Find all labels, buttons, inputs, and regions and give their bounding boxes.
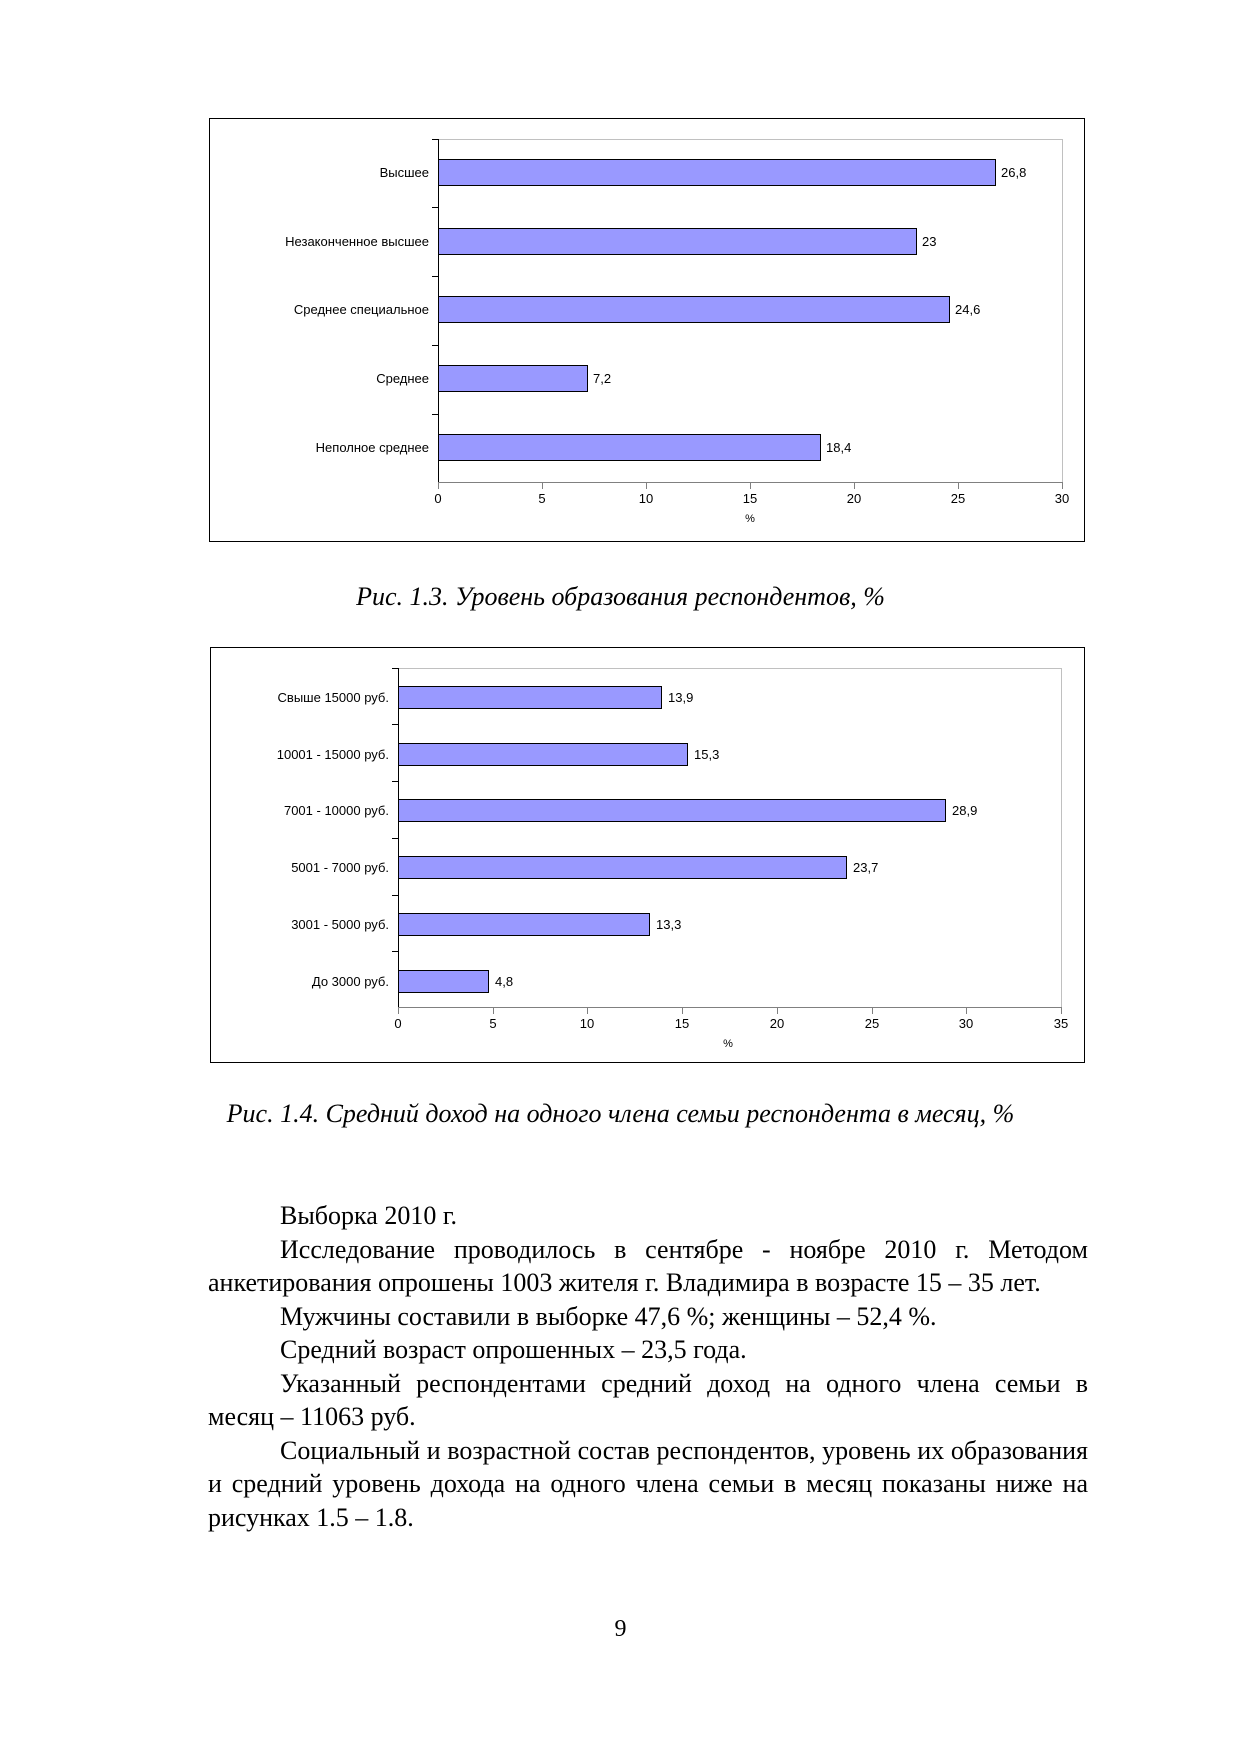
figure-caption: Рис. 1.4. Средний доход на одного члена семьи респондента в месяц, % [226,1099,1015,1128]
bar-incomplete-higher [438,228,917,255]
x-tick-label: 5 [489,1016,497,1031]
x-tick [750,483,751,489]
x-tick-label: 10 [579,1016,595,1031]
x-axis-title: % [723,1038,733,1050]
page-number: 9 [614,1616,627,1642]
bar-3001-5000 [398,913,650,936]
x-tick-label: 30 [1054,491,1070,506]
category-label: Незаконченное высшее [285,234,429,249]
bar-value: 7,2 [593,371,612,386]
x-tick-label: 15 [742,491,758,506]
bar-higher [438,159,996,186]
x-tick-label: 30 [958,1016,974,1031]
y-tick [392,781,398,782]
y-tick [432,139,438,140]
x-tick [542,483,543,489]
bar-value: 15,3 [694,747,720,762]
paragraph: Выборка 2010 г. [280,1201,458,1230]
bar-incomplete-secondary [438,434,821,461]
bar-secondary-special [438,296,950,323]
category-label: Неполное среднее [315,440,429,455]
paragraph: Указанный респондентами средний доход на одного члена семьи в месяц – 11063 руб. [208,1368,1088,1431]
education-chart [209,118,1085,542]
x-tick [493,1008,494,1014]
x-tick-label: 20 [769,1016,785,1031]
education-plot-area [438,139,1063,483]
bar-value: 23,7 [853,860,879,875]
bar-value: 28,9 [952,803,978,818]
x-tick [872,1008,873,1014]
x-tick-label: 10 [638,491,654,506]
x-tick-label: 5 [538,491,546,506]
plot-right-border [1061,668,1062,1008]
bar-value: 13,3 [656,917,682,932]
bar-7001-10000 [398,799,946,822]
y-tick [392,951,398,952]
category-label: До 3000 руб. [311,974,389,989]
bar-value: 26,8 [1001,165,1027,180]
x-axis [398,1007,1062,1008]
x-tick [438,483,439,489]
x-axis-title: % [745,513,755,525]
x-tick-label: 0 [434,491,442,506]
y-tick [432,276,438,277]
bar-value: 4,8 [495,974,514,989]
category-label: Среднее [376,371,429,386]
bar-value: 24,6 [955,302,981,317]
x-tick [854,483,855,489]
category-label: Свыше 15000 руб. [277,690,389,705]
y-tick [392,724,398,725]
category-label: 3001 - 5000 руб. [291,917,389,932]
bar-value: 23 [922,234,937,249]
category-label: 10001 - 15000 руб. [276,747,389,762]
paragraph: Исследование проводилось в сентябре - ноябре 2010 г. Методом анкетирования опрошены 1003 жителя г. Владимира в возрасте 15 – 35 лет. [208,1234,1088,1297]
y-axis [398,668,399,1008]
x-tick [958,483,959,489]
category-label: 7001 - 10000 руб. [283,803,389,818]
plot-right-border [1062,139,1063,483]
paragraph: Средний возраст опрошенных – 23,5 года. [280,1335,747,1364]
x-tick [398,1008,399,1014]
body-text [208,1199,1088,1534]
y-tick [432,207,438,208]
y-tick [392,668,398,669]
x-tick [646,483,647,489]
plot-top-border [438,139,1063,140]
plot-top-border [398,668,1062,669]
x-tick [777,1008,778,1014]
income-plot-area [398,668,1062,1008]
bar-10001-15000 [398,743,688,766]
x-tick [1062,483,1063,489]
x-tick-label: 15 [674,1016,690,1031]
x-tick-label: 25 [950,491,966,506]
bar-secondary [438,365,588,392]
bar-value: 13,9 [668,690,694,705]
bar-under-3000 [398,970,489,993]
y-tick [392,838,398,839]
paragraph: Мужчины составили в выборке 47,6 %; женщины – 52,4 %. [280,1301,937,1331]
x-tick-label: 35 [1053,1016,1069,1031]
y-tick [392,895,398,896]
y-tick [432,345,438,346]
x-tick [587,1008,588,1014]
x-tick-label: 0 [394,1016,402,1031]
x-tick [966,1008,967,1014]
category-label: 5001 - 7000 руб. [291,860,389,875]
income-chart [210,647,1085,1063]
figure-caption: Рис. 1.3. Уровень образования респондентов, % [356,582,885,611]
bar-5001-7000 [398,856,847,879]
x-tick-label: 25 [864,1016,880,1031]
category-label: Среднее специальное [293,302,429,317]
category-label: Высшее [379,165,429,180]
paragraph: Социальный и возрастной состав респондентов, уровень их образования и средний уровень дохода на одного члена семьи в месяц показаны ниже на рисунках 1.5 – 1.8. [208,1435,1088,1532]
bar-value: 18,4 [826,440,852,455]
y-tick [432,414,438,415]
x-tick-label: 20 [846,491,862,506]
x-tick [682,1008,683,1014]
x-tick [1061,1008,1062,1014]
bar-over-15000 [398,686,662,709]
